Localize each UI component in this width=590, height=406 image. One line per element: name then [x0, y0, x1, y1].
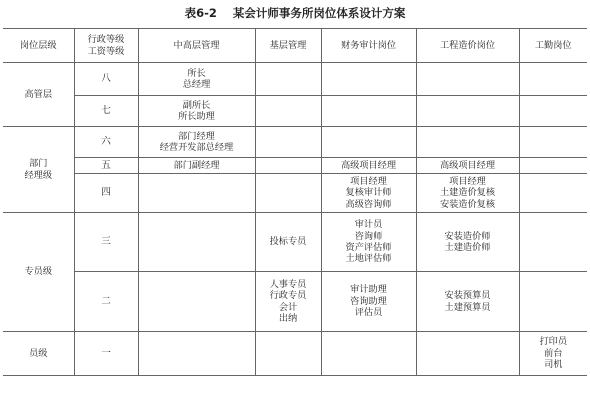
grade-cell: 七	[74, 96, 138, 127]
grade-cell: 八	[74, 63, 138, 96]
cost-cell	[416, 127, 519, 158]
mid-management-cell-line: 部门经理	[178, 130, 215, 142]
cost-cell-line: 土建造价师	[444, 242, 491, 253]
cost-cell-line: 土建造价复核	[439, 187, 496, 199]
mid-management-cell	[138, 174, 255, 213]
audit-cell	[321, 63, 416, 96]
base-management-cell-line: 人事专员	[269, 278, 307, 290]
grade-cell: 一	[74, 332, 138, 376]
table-row	[3, 213, 587, 272]
grade-cell: 四	[74, 174, 138, 213]
service-cell	[519, 332, 587, 376]
audit-cell-line: 咨询助理	[350, 295, 387, 307]
level-group-cell: 高管层	[3, 63, 74, 127]
audit-cell-line: 评估员	[354, 307, 383, 319]
audit-cell	[321, 127, 416, 158]
audit-cell-line: 审计员	[354, 219, 383, 231]
service-cell-line: 前台	[544, 347, 563, 359]
mid-management-cell	[138, 332, 255, 376]
audit-cell-line: 高级咨询师	[345, 198, 392, 210]
cost-cell-line: 项目经理	[449, 175, 486, 187]
audit-cell-line: 资产评估师	[345, 242, 392, 253]
table-row	[3, 272, 587, 332]
mid-management-cell-line: 所长	[187, 67, 206, 79]
table-row	[3, 63, 587, 96]
audit-cell	[321, 213, 416, 272]
header-service: 工勤岗位	[519, 29, 587, 63]
mid-management-cell-line: 经营开发部总经理	[159, 142, 234, 153]
mid-management-cell-line: 部门副经理	[173, 159, 220, 171]
header-audit: 财务审计岗位	[321, 29, 416, 63]
mid-management-cell-line: 总经理	[182, 79, 211, 90]
header-grade-line-2: 工资等级	[87, 45, 125, 57]
audit-cell	[321, 174, 416, 213]
service-cell	[519, 272, 587, 332]
base-management-cell	[255, 158, 321, 174]
audit-cell-line: 复核审计师	[345, 187, 392, 199]
base-management-cell	[255, 272, 321, 332]
header-mid-management: 中高层管理	[138, 29, 255, 63]
mid-management-cell-line: 副所长	[182, 99, 211, 111]
service-cell	[519, 96, 587, 127]
base-management-cell	[255, 96, 321, 127]
mid-management-cell	[138, 213, 255, 272]
base-management-cell	[255, 127, 321, 158]
level-group-cell: 员级	[3, 332, 74, 376]
service-cell	[519, 127, 587, 158]
level-group-line: 部门	[29, 158, 48, 170]
cost-cell	[416, 332, 519, 376]
grade-cell: 五	[74, 158, 138, 174]
level-group-line: 经理级	[24, 169, 53, 181]
service-cell	[519, 63, 587, 96]
table-row	[3, 127, 587, 158]
service-cell-line: 打印员	[539, 336, 568, 348]
mid-management-cell	[138, 158, 255, 174]
header-cost: 工程造价岗位	[416, 29, 519, 63]
grade-cell: 三	[74, 213, 138, 272]
table-row	[3, 158, 587, 174]
cost-cell	[416, 213, 519, 272]
audit-cell-line: 审计助理	[350, 284, 387, 296]
table-row	[3, 174, 587, 213]
cost-cell	[416, 158, 519, 174]
header-grade-line-1: 行政等级	[87, 34, 125, 46]
base-management-cell	[255, 174, 321, 213]
position-system-table	[3, 28, 587, 376]
service-cell	[519, 158, 587, 174]
level-group-cell: 专员级	[3, 213, 74, 332]
cost-cell	[416, 174, 519, 213]
cost-cell-line: 安装造价复核	[439, 198, 496, 210]
cost-cell-line: 安装造价师	[444, 230, 491, 242]
mid-management-cell-line: 所长助理	[178, 111, 215, 122]
table-title: 表6-2 某会计师事务所岗位体系设计方案	[184, 6, 406, 20]
cost-cell-line: 土建预算员	[444, 301, 491, 313]
table-row	[3, 96, 587, 127]
audit-cell-line: 土地评估师	[345, 253, 392, 265]
header-row	[3, 29, 587, 63]
mid-management-cell	[138, 63, 255, 96]
base-management-cell	[255, 63, 321, 96]
table-body	[3, 63, 587, 376]
header-level: 岗位层级	[3, 29, 74, 63]
header-grade	[74, 29, 138, 63]
base-management-cell-line: 行政专员	[269, 290, 307, 302]
header-base-management: 基层管理	[255, 29, 321, 63]
cost-cell	[416, 272, 519, 332]
service-cell	[519, 174, 587, 213]
cost-cell-line: 安装预算员	[444, 290, 491, 302]
grade-cell: 六	[74, 127, 138, 158]
service-cell-line: 司机	[544, 359, 563, 371]
audit-cell-line: 高级项目经理	[340, 159, 397, 171]
mid-management-cell	[138, 272, 255, 332]
audit-cell-line: 项目经理	[350, 175, 387, 187]
audit-cell	[321, 158, 416, 174]
grade-cell: 二	[74, 272, 138, 332]
mid-management-cell	[138, 96, 255, 127]
level-group-cell	[3, 127, 74, 213]
mid-management-cell	[138, 127, 255, 158]
service-cell	[519, 213, 587, 272]
audit-cell	[321, 96, 416, 127]
cost-cell-line: 高级项目经理	[439, 159, 496, 171]
cost-cell	[416, 96, 519, 127]
audit-cell	[321, 272, 416, 332]
table-row	[3, 332, 587, 376]
audit-cell	[321, 332, 416, 376]
cost-cell	[416, 63, 519, 96]
base-management-cell-line: 出纳	[278, 312, 298, 324]
audit-cell-line: 咨询师	[354, 230, 383, 242]
base-management-cell	[255, 213, 321, 272]
base-management-cell	[255, 332, 321, 376]
base-management-cell-line: 投标专员	[269, 236, 307, 248]
base-management-cell-line: 会计	[278, 301, 298, 313]
